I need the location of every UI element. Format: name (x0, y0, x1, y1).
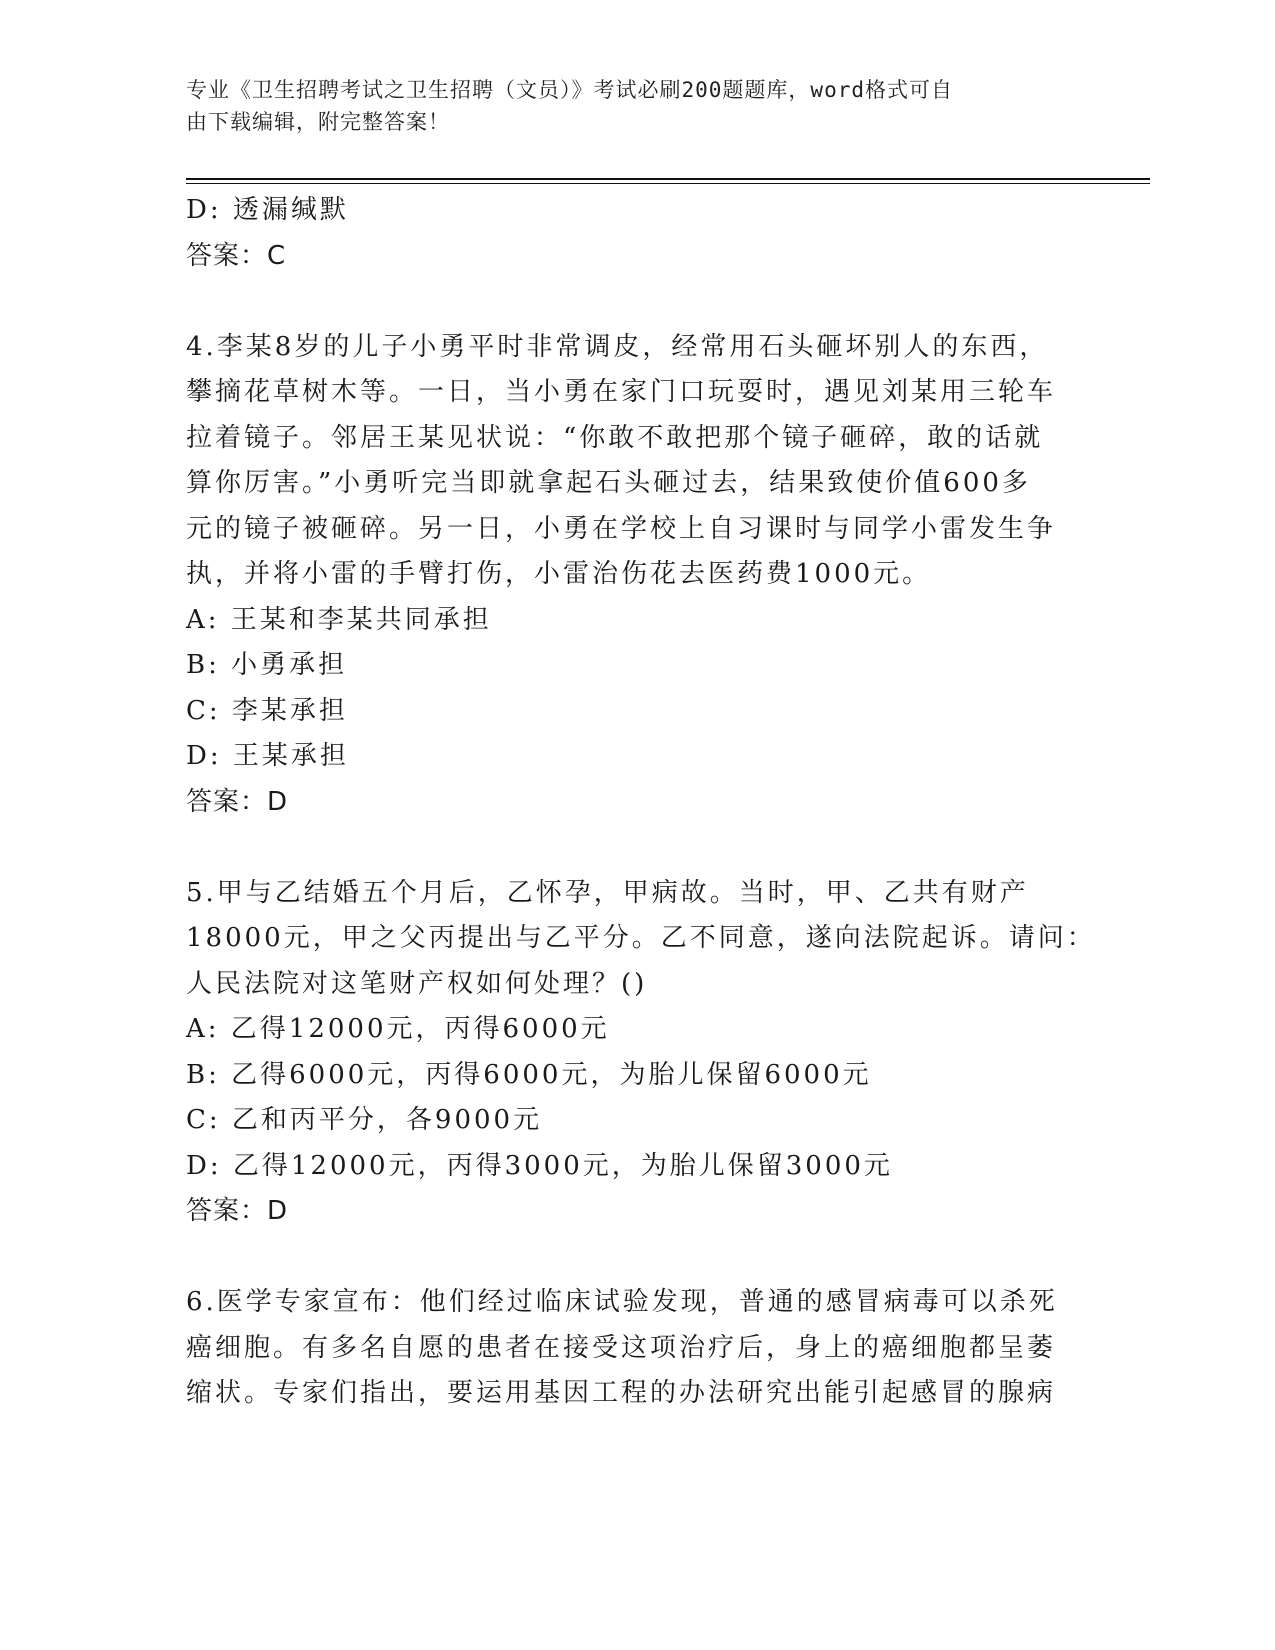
spacer (186, 279, 1066, 325)
answer: 答案：D (186, 786, 289, 817)
question-text-line: 拉着镜子。邻居王某见状说：“你敢不敢把那个镜子砸碎，敢的话就 (186, 422, 1044, 453)
spacer (186, 825, 1066, 871)
question-text-line: 执，并将小雷的手臂打伤，小雷治伤花去医药费1000元。 (186, 559, 932, 589)
header-line-2: 由下载编辑，附完整答案！ (186, 110, 450, 134)
question-text-line: 算你厉害。”小勇听完当即就拿起石头砸过去，结果致使价值600多 (186, 468, 1031, 498)
question-5 (186, 871, 1096, 1235)
question-6 (186, 1280, 1066, 1417)
option-d: D: 透漏缄默 (186, 195, 349, 225)
option-b: B: 小勇承担 (186, 650, 348, 680)
option-c: C: 李某承担 (186, 695, 348, 726)
option-c: C: 乙和丙平分，各9000元 (186, 1105, 543, 1135)
question-4 (186, 325, 1066, 826)
question-text-line: 6.医学专家宣布：他们经过临床试验发现，普通的感冒病毒可以杀死 (186, 1287, 1058, 1317)
answer: 答案：C (186, 240, 287, 271)
document-body (186, 188, 1096, 1417)
header-rule-thick (186, 178, 1150, 180)
question-text-line: 癌细胞。有多名自愿的患者在接受这项治疗后，身上的癌细胞都呈萎 (186, 1332, 1057, 1363)
question-text-line: 人民法院对这笔财产权如何处理？() (186, 968, 648, 999)
document-header (186, 74, 1056, 138)
answer: 答案：D (186, 1196, 289, 1226)
option-d: D: 王某承担 (186, 741, 349, 771)
question-text-line: 4.李某8岁的儿子小勇平时非常调皮，经常用石头砸坏别人的东西， (186, 331, 1049, 362)
option-b: B: 乙得6000元，丙得6000元，为胎儿保留6000元 (186, 1059, 872, 1090)
previous-question-tail (186, 188, 1066, 279)
spacer (186, 1235, 1066, 1281)
question-text-line: 5.甲与乙结婚五个月后，乙怀孕，甲病故。当时，甲、乙共有财产 (186, 877, 1029, 908)
option-a: A: 乙得12000元，丙得6000元 (186, 1014, 610, 1044)
question-text-line: 18000元，甲之父丙提出与乙平分。乙不同意，遂向法院起诉。请问： (186, 923, 1096, 953)
option-d: D: 乙得12000元，丙得3000元，为胎儿保留3000元 (186, 1150, 893, 1181)
option-a: A: 王某和李某共同承担 (186, 604, 492, 635)
question-text-line: 缩状。专家们指出，要运用基因工程的办法研究出能引起感冒的腺病 (186, 1378, 1057, 1408)
header-line-1: 专业《卫生招聘考试之卫生招聘（文员）》考试必刷200题题库，word格式可自 (186, 78, 953, 102)
header-rule-thin (186, 183, 1150, 184)
question-text-line: 元的镜子被砸碎。另一日，小勇在学校上自习课时与同学小雷发生争 (186, 513, 1057, 544)
question-text-line: 攀摘花草树木等。一日，当小勇在家门口玩耍时，遇见刘某用三轮车 (186, 377, 1057, 407)
